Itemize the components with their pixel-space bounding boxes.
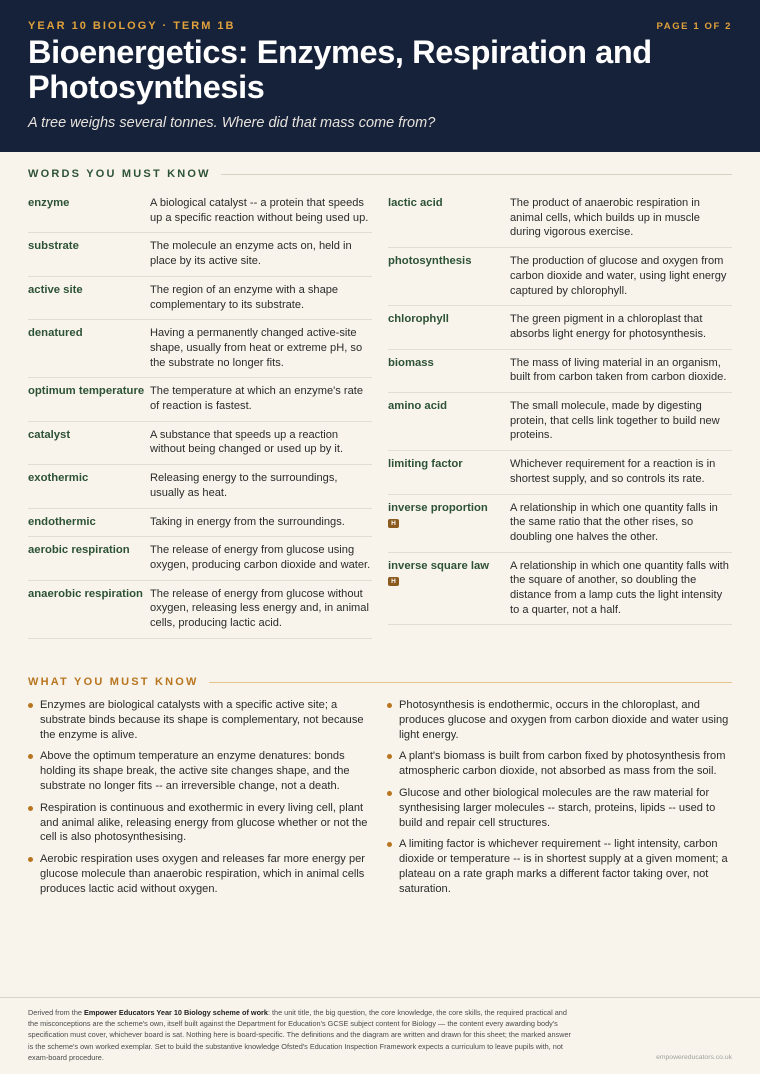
page-title: Bioenergetics: Enzymes, Respiration and Photosynthesis [28,34,652,105]
glossary-term-cell [28,515,150,530]
glossary-term: anaerobic respiration [28,587,143,600]
glossary-definition: The release of energy from glucose using oxygen, producing carbon dioxide and water. [150,544,371,571]
glossary-definition: Whichever requirement for a reaction is in shortest supply, and so controls its rate. [510,458,716,485]
key-points [28,698,732,904]
glossary-row [28,378,372,421]
glossary-term-cell [28,471,150,500]
glossary-term-cell [28,428,150,457]
glossary-row [388,495,732,553]
glossary-term-cell [388,457,510,486]
glossary-definition: The product of anaerobic respiration in animal cells, which builds up in muscle during vigorous exercise. [510,197,700,239]
source-name: Empower Educators Year 10 Biology scheme of work [83,1008,268,1017]
source-note [28,1007,573,1063]
glossary-term: biomass [388,356,434,369]
site-url: empowereducators.co.uk [656,1054,732,1061]
key-point: Photosynthesis is endothermic, occurs in the chloroplast, and produces glucose and oxygen from carbon dioxide and water using light energy. [387,698,732,742]
glossary-term: lactic acid [388,197,443,209]
glossary-term: substrate [28,240,79,253]
glossary-row [28,581,372,639]
glossary-definition: Having a permanently changed active-site shape, usually from heat or extreme pH, so the substrate no longer fits. [150,327,363,369]
glossary-term: photosynthesis [388,255,472,268]
glossary-definition: The small molecule, made by digesting protein, that cells link together to build new proteins. [510,400,720,442]
glossary-term: active site [28,283,83,296]
glossary-row [28,465,372,508]
glossary-term-cell [28,384,150,413]
glossary-row [388,350,732,393]
key-point: Enzymes are biological catalysts with a specific active site; a substrate binds because its shape is complementary, not because the enzyme is alive. [28,698,373,742]
glossary-row [388,451,732,494]
glossary-term-cell [28,326,150,370]
key-point: Respiration is continuous and exothermic in every living cell, plant and animal alike, releasing energy from glucose whether or not the cell is also photosynthesising. [28,801,373,845]
page-header [0,0,760,152]
know-heading-text: WHAT YOU MUST KNOW [28,676,199,688]
key-points-column-right [387,698,732,904]
page-number: PAGE 1 OF 2 [656,21,732,32]
glossary-definition: The production of glucose and oxygen from carbon dioxide and water, using light energy captured by chlorophyll. [510,255,727,297]
glossary-row [28,320,372,378]
glossary-term: aerobic respiration [28,544,130,557]
glossary-term-cell [28,239,150,268]
glossary-term: denatured [28,327,83,340]
glossary-term: amino acid [388,400,448,413]
glossary-term-cell [28,196,150,225]
glossary-column-left [28,190,372,639]
glossary-term: enzyme [28,197,70,209]
glossary-row [28,233,372,276]
higher-tier-badge: H [388,577,399,586]
glossary-row [388,553,732,626]
page-footer [0,997,760,1074]
key-point: Glucose and other biological molecules are the raw material for synthesising larger molecules -- starch, proteins, lipids -- used to build and repair cell structures. [387,786,732,830]
glossary-term: exothermic [28,472,89,485]
glossary-term-cell [388,559,510,618]
glossary-row [28,509,372,538]
glossary-term-cell [388,254,510,298]
source-lead: Derived from the [28,1008,84,1017]
glossary-row [388,248,732,306]
glossary-definition: The molecule an enzyme acts on, held in place by its active site. [150,240,352,268]
source-text: : the unit title, the big question, the core knowledge, the core skills, the required practical and the misconceptions are the scheme's own, itself built against the Department for Education's GCSE subject content for Biology — the content every awarding body's specification must cover, whichever board is sat. Nothing here is board-specific. The definitions and the diagram are written and drawn for this sheet; the marked answer is the scheme's own worked exemplar. Set to build the substantive knowledge Ofsted's Education Inspection Framework expects a curriculum to leave pupils with, not exam-board procedure. [28,1008,571,1062]
glossary-term-cell [388,196,510,240]
divider [209,682,732,683]
glossary-term: endothermic [28,515,96,528]
glossary-term-cell [28,283,150,312]
glossary-term-cell [28,543,150,572]
key-point: Aerobic respiration uses oxygen and releases far more energy per glucose molecule than anaerobic respiration, which in animal cells produces lactic acid without oxygen. [28,852,373,896]
glossary-row [28,422,372,465]
glossary-term: inverse square law [388,559,490,572]
glossary-definition: The mass of living material in an organism, built from carbon taken from carbon dioxide. [510,356,727,384]
glossary-definition: The release of energy from glucose without oxygen, releasing less energy and, in animal cells, producing lactic acid. [150,587,369,630]
glossary-term-cell [388,356,510,385]
glossary-term: chlorophyll [388,313,449,326]
glossary-row [28,537,372,580]
glossary-row [28,277,372,320]
glossary [28,190,732,639]
glossary-definition: Taking in energy from the surroundings. [150,515,345,528]
divider [221,174,732,175]
glossary-definition: Releasing energy to the surroundings, usually as heat. [150,472,338,499]
words-heading-text: WORDS YOU MUST KNOW [28,168,211,180]
glossary-definition: A relationship in which one quantity falls with the square of another, so doubling the distance from a lamp cuts the light intensity to a quarter, not a half. [510,559,729,616]
glossary-row [388,393,732,451]
glossary-definition: A biological catalyst -- a protein that speeds up a specific reaction without being used up. [150,197,369,224]
glossary-term-cell [388,501,510,545]
know-section-heading [28,676,732,688]
key-point: A limiting factor is whichever requirement -- light intensity, carbon dioxide or temperature -- is in shortest supply at a given moment; a plateau on a rate graph marks a different factor taking over, not saturation. [387,837,732,896]
glossary-term-cell [28,587,150,631]
words-section-heading [28,168,732,180]
key-points-column-left [28,698,373,904]
glossary-term-cell [388,399,510,443]
higher-tier-badge: H [388,519,399,528]
key-point: Above the optimum temperature an enzyme denatures: bonds holding its shape break, the active site changes shape, and the substrate no longer fits -- an irreversible change, not a death. [28,749,373,793]
unit-kicker: YEAR 10 BIOLOGY · TERM 1B [28,20,236,32]
glossary-term-cell [388,312,510,341]
glossary-column-right [388,190,732,639]
glossary-row [388,306,732,349]
glossary-term: inverse proportion [388,501,488,514]
key-point: A plant's biomass is built from carbon fixed by photosynthesis from atmospheric carbon dioxide, not absorbed as mass from the soil. [387,749,732,779]
glossary-definition: The temperature at which an enzyme's rate of reaction is fastest. [150,385,364,413]
glossary-definition: The green pigment in a chloroplast that absorbs light energy for photosynthesis. [510,313,707,340]
glossary-row [388,190,732,248]
glossary-term: catalyst [28,428,71,441]
glossary-row [28,190,372,233]
glossary-definition: The region of an enzyme with a shape complementary to its substrate. [150,283,339,311]
glossary-term: limiting factor [388,458,463,471]
big-question: A tree weighs several tonnes. Where did that mass come from? [28,115,436,131]
glossary-definition: A relationship in which one quantity falls in the same ratio that the other rises, so doubling one halves the other. [510,501,718,543]
glossary-term: optimum temperature [28,385,145,398]
glossary-definition: A substance that speeds up a reaction without being changed or used up by it. [150,428,344,456]
